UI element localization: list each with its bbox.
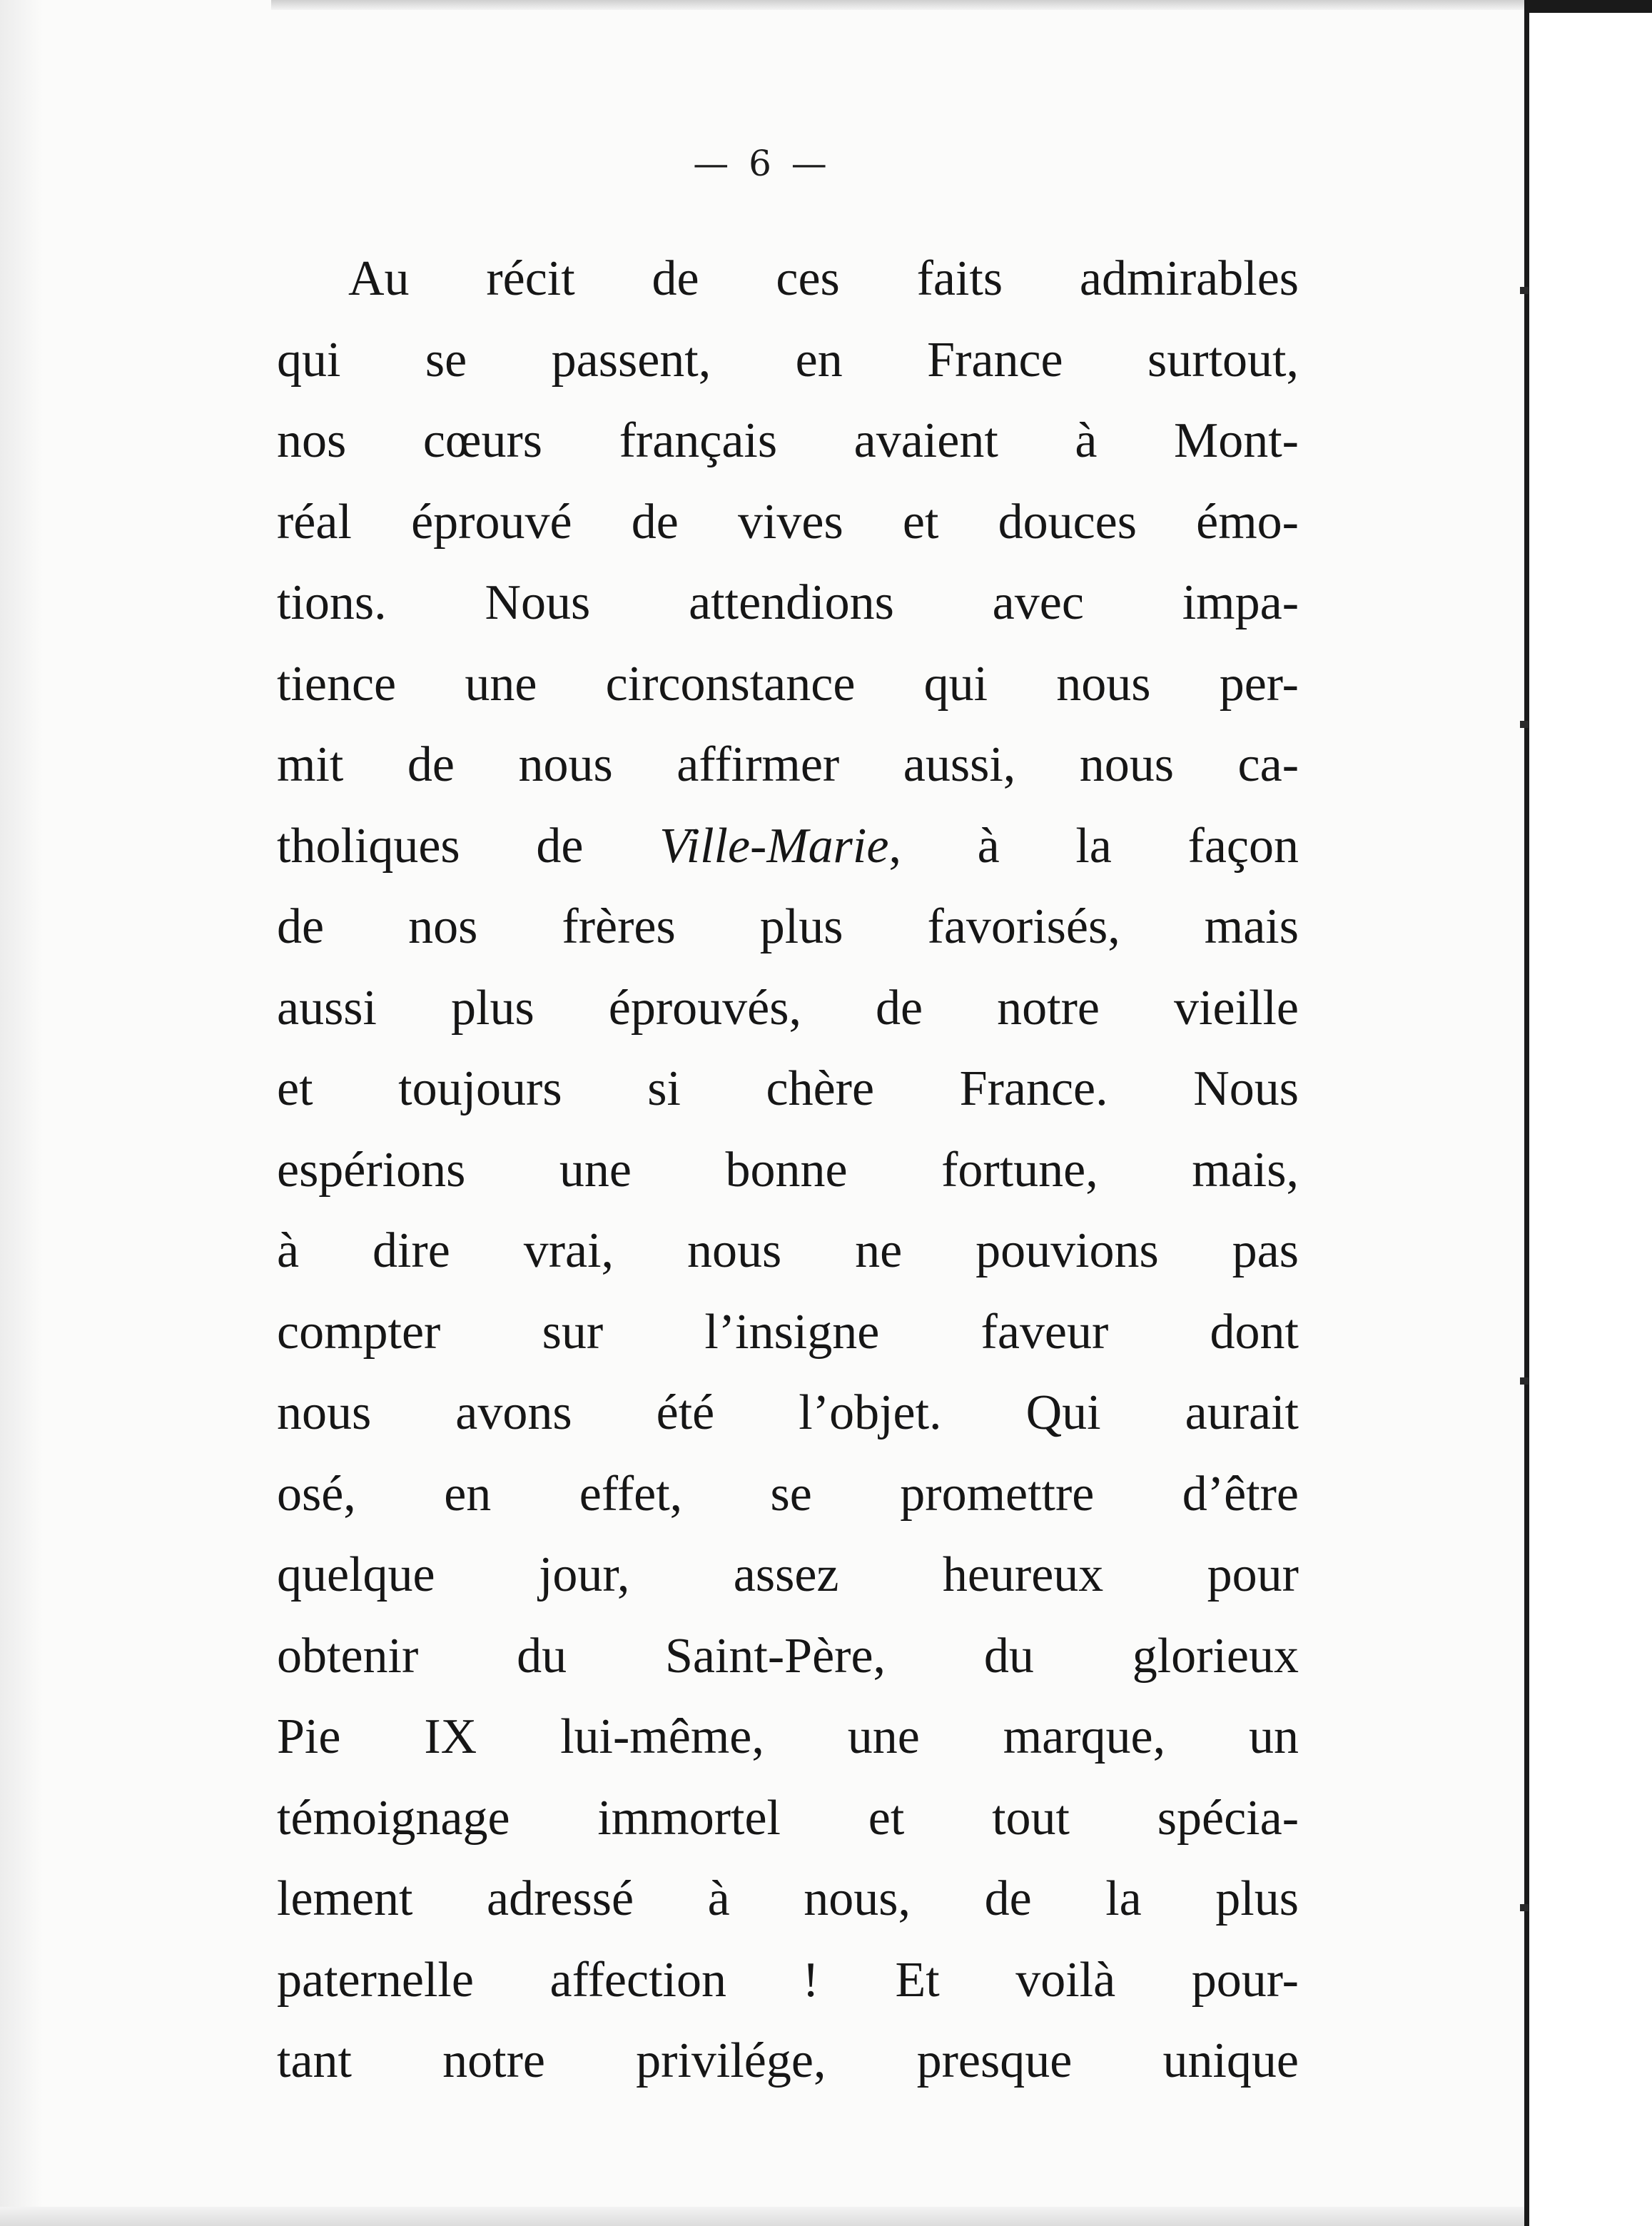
text-line: Au récit de ces faits admirables bbox=[348, 251, 1299, 306]
text-line: qui se passent, en France surtout, bbox=[277, 332, 1299, 388]
text-line: témoignage immortel et tout spécia- bbox=[277, 1790, 1299, 1846]
page-left-shadow bbox=[0, 0, 43, 2226]
body-text bbox=[277, 238, 1299, 2102]
text-line: tions. Nous attendions avec impa- bbox=[277, 575, 1299, 630]
text-line: nous avons été l’objet. Qui aurait bbox=[277, 1385, 1299, 1440]
text-line: Pie IX lui-même, une marque, un bbox=[277, 1709, 1299, 1764]
text-line: mit de nous affirmer aussi, nous ca- bbox=[277, 737, 1299, 792]
text-line: réal éprouvé de vives et douces émo- bbox=[277, 494, 1299, 550]
page-number: — 6 — bbox=[693, 143, 831, 184]
text-line: compter sur l’insigne faveur dont bbox=[277, 1304, 1299, 1360]
text-line: obtenir du Saint-Père, du glorieux bbox=[277, 1628, 1299, 1684]
text-line: espérions une bonne fortune, mais, bbox=[277, 1142, 1299, 1198]
text-line: nos cœurs français avaient à Mont- bbox=[277, 413, 1299, 468]
text-line: paternelle affection ! Et voilà pour- bbox=[277, 1952, 1299, 2008]
text-line: osé, en effet, se promettre d’être bbox=[277, 1466, 1299, 1522]
page-bottom-edge bbox=[0, 2207, 1524, 2226]
text-segment: , à la façon bbox=[888, 818, 1299, 874]
text-line: à dire vrai, nous ne pouvions pas bbox=[277, 1223, 1299, 1278]
text-line: aussi plus éprouvés, de notre vieille bbox=[277, 980, 1299, 1036]
book-spine-edge bbox=[1524, 0, 1529, 2226]
text-line bbox=[277, 806, 1299, 887]
text-line: quelque jour, assez heureux pour bbox=[277, 1547, 1299, 1602]
page-top-edge bbox=[271, 0, 1652, 10]
text-line: tant notre privilége, presque unique bbox=[277, 2033, 1299, 2088]
binding-mark bbox=[1520, 1377, 1529, 1385]
binding-top bbox=[1524, 0, 1652, 13]
binding-mark bbox=[1520, 721, 1529, 728]
text-line: tience une circonstance qui nous per- bbox=[277, 656, 1299, 712]
adjacent-page-margin bbox=[1529, 13, 1652, 2226]
text-segment: tholiques de bbox=[277, 818, 660, 874]
text-line: de nos frères plus favorisés, mais bbox=[277, 899, 1299, 954]
text-line: et toujours si chère France. Nous bbox=[277, 1061, 1299, 1116]
italic-place-name: Ville-Marie bbox=[659, 818, 889, 874]
text-line: lement adressé à nous, de la plus bbox=[277, 1871, 1299, 1926]
binding-mark bbox=[1520, 1904, 1529, 1911]
binding-mark bbox=[1520, 287, 1529, 294]
